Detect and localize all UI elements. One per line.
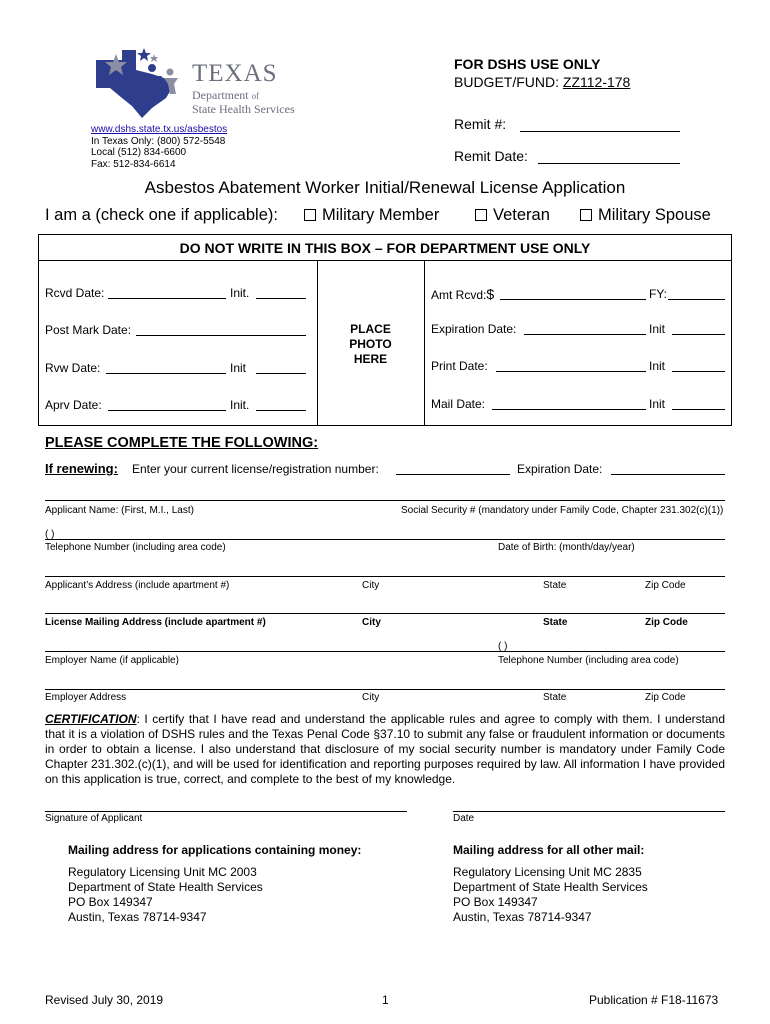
dshs-use-heading: FOR DSHS USE ONLY [454, 56, 601, 72]
mailing-address-label: License Mailing Address (include apartment #) [45, 617, 266, 628]
employer-zip-label: Zip Code [645, 692, 686, 703]
fy-label: FY: [649, 287, 668, 301]
address-state-label: State [543, 580, 567, 591]
aprv-date-field[interactable] [108, 410, 226, 411]
expiration-date-label: Expiration Date: [431, 322, 517, 336]
applicant-name-field[interactable] [45, 500, 725, 501]
checkbox-icon[interactable] [580, 209, 592, 221]
employer-name-field[interactable] [45, 651, 725, 652]
mailing-state-label: State [543, 617, 568, 628]
exp-init-label: Init [649, 322, 666, 336]
remit-number-label: Remit #: [454, 116, 507, 132]
logo-dept-name: State Health Services [192, 102, 295, 116]
address-city-label: City [362, 580, 380, 591]
phone-dob-field[interactable] [45, 539, 725, 540]
postmark-date-field[interactable] [136, 335, 306, 336]
ssn-label: Social Security # (mandatory under Family Code, Chapter 231.302(c)(1)) [401, 505, 724, 516]
phone-parens: ( ) [45, 529, 55, 540]
amt-rcvd-field[interactable] [500, 299, 646, 300]
fy-field[interactable] [668, 299, 725, 300]
logo-wordmark: TEXAS [192, 60, 278, 87]
print-date-field[interactable] [496, 371, 646, 372]
rcvd-init-field[interactable] [256, 298, 306, 299]
asbestos-website-link[interactable]: www.dshs.state.tx.us/asbestos [91, 124, 228, 135]
mail-init-field[interactable] [672, 409, 725, 410]
texas-map-logo-icon [92, 48, 192, 118]
license-number-field[interactable] [396, 474, 510, 475]
place-photo-here: PLACE PHOTO HERE [349, 322, 392, 366]
money-mailing-address: Regulatory Licensing Unit MC 2003 Department of State Health Services PO Box 149347 Austin, Texas 78714-9347 [68, 865, 263, 924]
date-label: Date [453, 813, 475, 824]
signature-label: Signature of Applicant [45, 813, 143, 824]
revised-date: Revised July 30, 2019 [45, 993, 164, 1007]
address-zip-label: Zip Code [645, 580, 686, 591]
certification-label: CERTIFICATION [45, 712, 137, 726]
military-status-row [45, 206, 278, 225]
dob-label: Date of Birth: (month/day/year) [498, 542, 635, 553]
form-title: Asbestos Abatement Worker Initial/Renewal License Application [144, 178, 626, 197]
employer-phone-label: Telephone Number (including area code) [498, 655, 679, 666]
employer-name-label: Employer Name (if applicable) [45, 655, 179, 666]
renewing-label: If renewing: [45, 461, 118, 476]
contact-fax: Fax: 512-834-6614 [91, 158, 176, 170]
rcvd-date-field[interactable] [108, 298, 226, 299]
complete-heading: PLEASE COMPLETE THE FOLLOWING: [45, 435, 319, 451]
mailing-city-label: City [362, 617, 381, 628]
print-init-field[interactable] [672, 371, 725, 372]
checkbox-icon[interactable] [475, 209, 487, 221]
office-box-divider [38, 260, 732, 261]
mail-date-field[interactable] [492, 409, 646, 410]
photo-right-border [424, 260, 425, 426]
checkbox-military-member[interactable]: Military Member [304, 206, 439, 225]
contact-block [91, 124, 227, 170]
aprv-init-label: Init. [230, 398, 250, 412]
remit-date-field[interactable] [538, 163, 680, 164]
employer-address-label: Employer Address [45, 692, 127, 703]
employer-state-label: State [543, 692, 567, 703]
rcvd-init-label: Init. [230, 286, 250, 300]
mailing-zip-label: Zip Code [645, 617, 688, 628]
remit-date-label: Remit Date: [454, 148, 528, 164]
budget-fund-value: ZZ112-178 [562, 74, 631, 90]
rvw-init-label: Init [230, 361, 247, 375]
logo-dept: Department of [192, 88, 260, 102]
page-number: 1 [382, 993, 389, 1007]
print-init-label: Init [649, 359, 666, 373]
aprv-date-label: Aprv Date: [45, 398, 102, 412]
budget-fund: BUDGET/FUND: ZZ112-178 [454, 74, 631, 90]
signature-field[interactable] [45, 811, 407, 812]
expiration-date-field[interactable] [524, 334, 646, 335]
certification-text: : I certify that I have read and understand the applicable rules and agree to comply with them. I understand that it is a violation of DSHS rules and the Texas Penal Code §37.10 to submit any false or fraudulent information or documents in order to obtain a license. I also understand that disclosure of my social security number is mandatory under Family Code Chapter 231.302.(c)(1), and will be used for identification and reporting purposes required by law. All information I have provided on this application is true, correct, and complete to the best of my knowledge. [45, 712, 725, 786]
rvw-date-field[interactable] [106, 373, 226, 374]
mail-date-label: Mail Date: [431, 397, 486, 411]
print-date-label: Print Date: [431, 359, 488, 373]
checkbox-icon[interactable] [304, 209, 316, 221]
dshs-logo [92, 48, 322, 120]
office-box-heading: DO NOT WRITE IN THIS BOX – FOR DEPARTMENT USE ONLY [179, 240, 591, 256]
mailing-address-field[interactable] [45, 613, 725, 614]
military-status-lead: I am a (check one if applicable): [45, 206, 278, 224]
rvw-date-label: Rvw Date: [45, 361, 101, 375]
aprv-init-field[interactable] [256, 410, 306, 411]
money-mailing-heading: Mailing address for applications containing money: [68, 843, 362, 857]
checkbox-military-spouse[interactable]: Military Spouse [580, 206, 711, 225]
publication-number: Publication # F18-11673 [589, 993, 719, 1007]
certification-paragraph [45, 712, 725, 787]
exp-init-field[interactable] [672, 334, 725, 335]
address-label: Applicant’s Address (include apartment #) [45, 580, 230, 591]
amt-rcvd-label: Amt Rcvd:$ [431, 286, 495, 302]
renewing-text: Enter your current license/registration number: [132, 462, 379, 476]
rcvd-date-label: Rcvd Date: [45, 286, 105, 300]
renew-expiration-label: Expiration Date: [517, 462, 603, 476]
postmark-date-label: Post Mark Date: [45, 323, 132, 337]
other-mailing-address: Regulatory Licensing Unit MC 2835 Department of State Health Services PO Box 149347 Austin, Texas 78714-9347 [453, 865, 648, 924]
applicant-name-label: Applicant Name: (First, M.I., Last) [45, 505, 194, 516]
rvw-init-field[interactable] [256, 373, 306, 374]
applicant-address-field[interactable] [45, 576, 725, 577]
contact-texas-only: In Texas Only: (800) 572-5548 [91, 135, 226, 147]
employer-address-field[interactable] [45, 689, 725, 690]
mail-init-label: Init [649, 397, 666, 411]
other-mailing-heading: Mailing address for all other mail: [453, 843, 645, 857]
remit-number-field[interactable] [520, 131, 680, 132]
checkbox-veteran[interactable]: Veteran [475, 206, 550, 225]
renew-expiration-field[interactable] [611, 474, 725, 475]
contact-local: Local (512) 834-6600 [91, 147, 187, 158]
phone-label: Telephone Number (including area code) [45, 542, 226, 553]
employer-city-label: City [362, 692, 380, 703]
employer-phone-parens: ( ) [498, 641, 508, 652]
date-field[interactable] [453, 811, 725, 812]
